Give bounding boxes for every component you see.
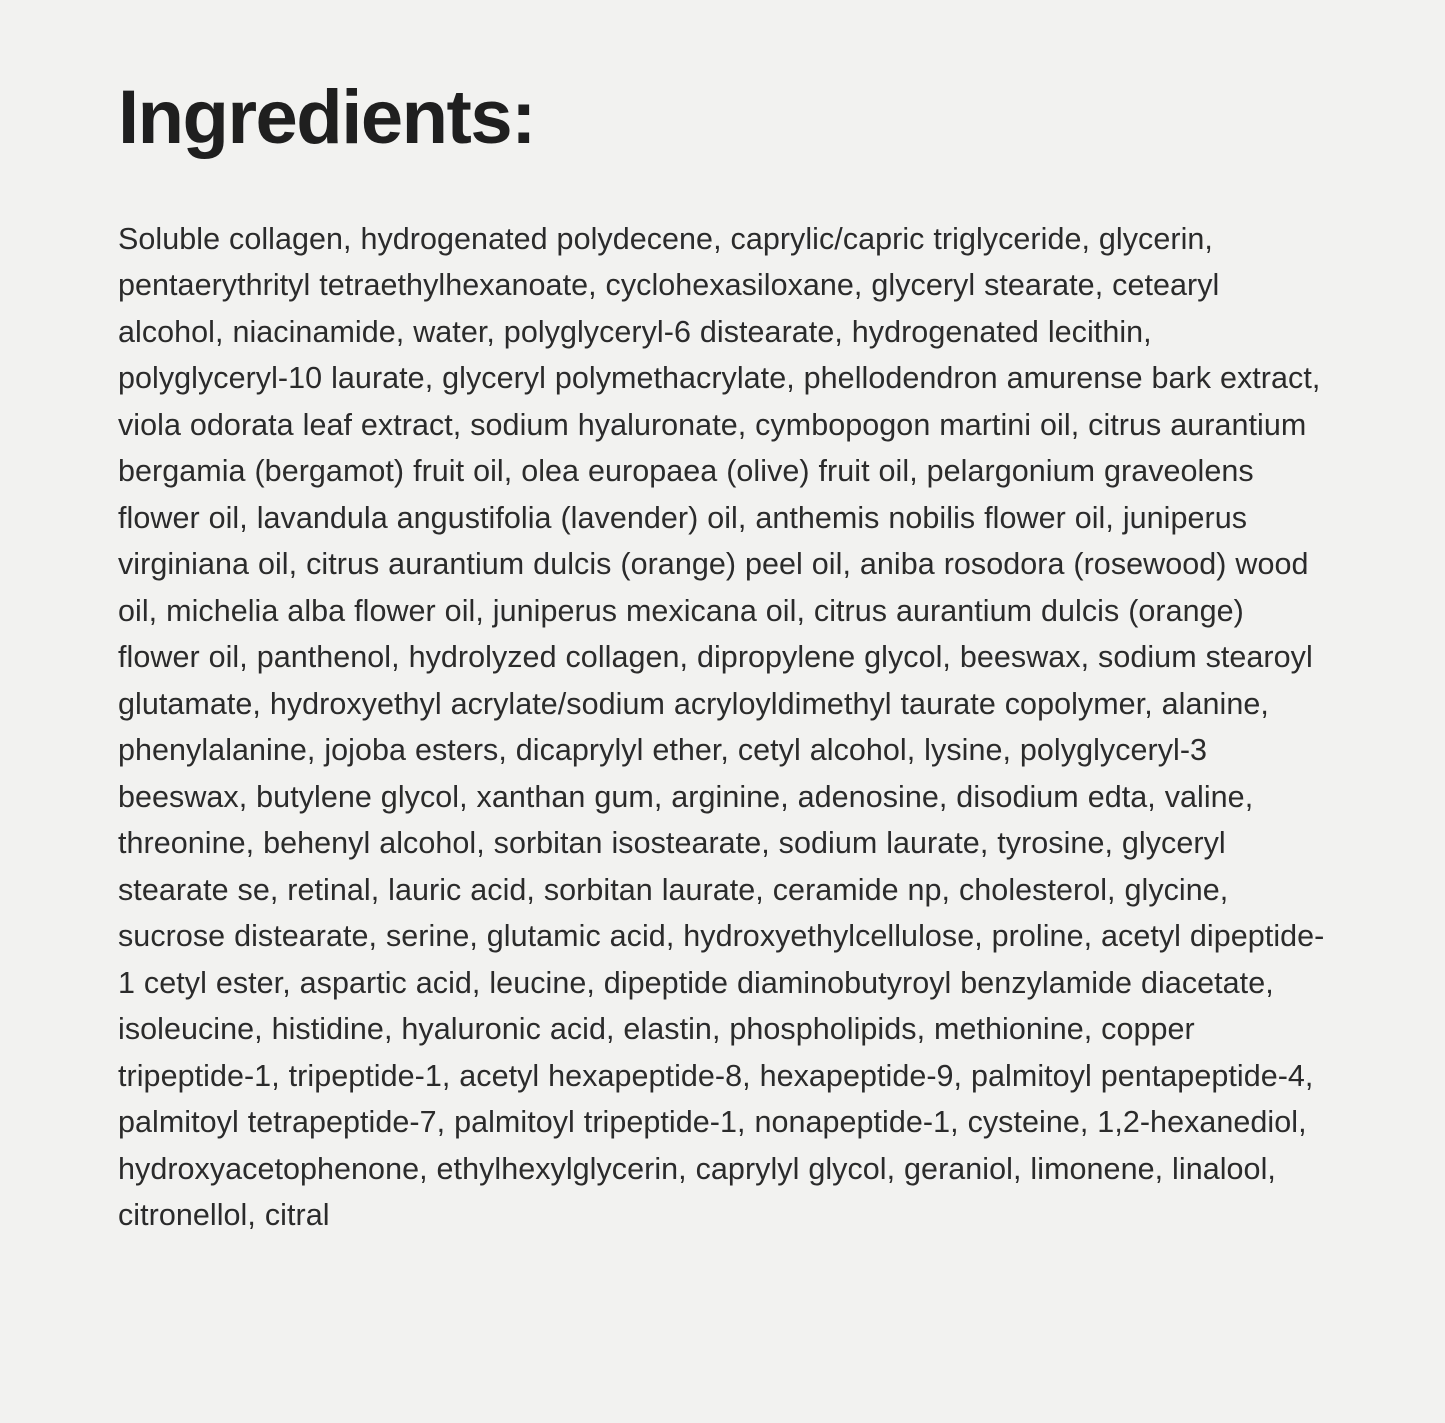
ingredients-list-text: Soluble collagen, hydrogenated polydecene, caprylic/capric triglyceride, glycerin, pentaerythrityl tetraethylhexanoate, cyclohexasiloxane, glyceryl stearate, cetearyl alcohol, niacinamide, water, polyglyceryl-6 distearate, hydrogenated lecithin, polyglyceryl-10 laurate, glyceryl polymethacrylate, phellodendron amurense bark extract, viola odorata leaf extract, sodium hyaluronate, cymbopogon martini oil, citrus aurantium bergamia (bergamot) fruit oil, olea europaea (olive) fruit oil, pelargonium graveolens flower oil, lavandula angustifolia (lavender) oil, anthemis nobilis flower oil, juniperus virginiana oil, citrus aurantium dulcis (orange) peel oil, aniba rosodora (rosewood) wood oil, michelia alba flower oil, juniperus mexicana oil, citrus aurantium dulcis (orange) flower oil, panthenol, hydrolyzed collagen, dipropylene glycol, beeswax, sodium stearoyl glutamate, hydroxyethyl acrylate/sodium acryloyldimethyl taurate copolymer, alanine, phenylalanine, jojoba esters, dicaprylyl ether, cetyl alcohol, lysine, polyglyceryl-3 beeswax, butylene glycol, xanthan gum, arginine, adenosine, disodium edta, valine, threonine, behenyl alcohol, sorbitan isostearate, sodium laurate, tyrosine, glyceryl stearate se, retinal, lauric acid, sorbitan laurate, ceramide np, cholesterol, glycine, sucrose distearate, serine, glutamic acid, hydroxyethylcellulose, proline, acetyl dipeptide-1 cetyl ester, aspartic acid, leucine, dipeptide diaminobutyroyl benzylamide diacetate, isoleucine, histidine, hyaluronic acid, elastin, phospholipids, methionine, copper tripeptide-1, tripeptide-1, acetyl hexapeptide-8, hexapeptide-9, palmitoyl pentapeptide-4, palmitoyl tetrapeptide-7, palmitoyl tripeptide-1, nonapeptide-1, cysteine, 1,2-hexanediol, hydroxyacetophenone, ethylhexylglycerin, caprylyl glycol, geraniol, limonene, linalool, citronellol, citral [118,221,1325,1233]
page-title: Ingredients: [118,75,535,160]
